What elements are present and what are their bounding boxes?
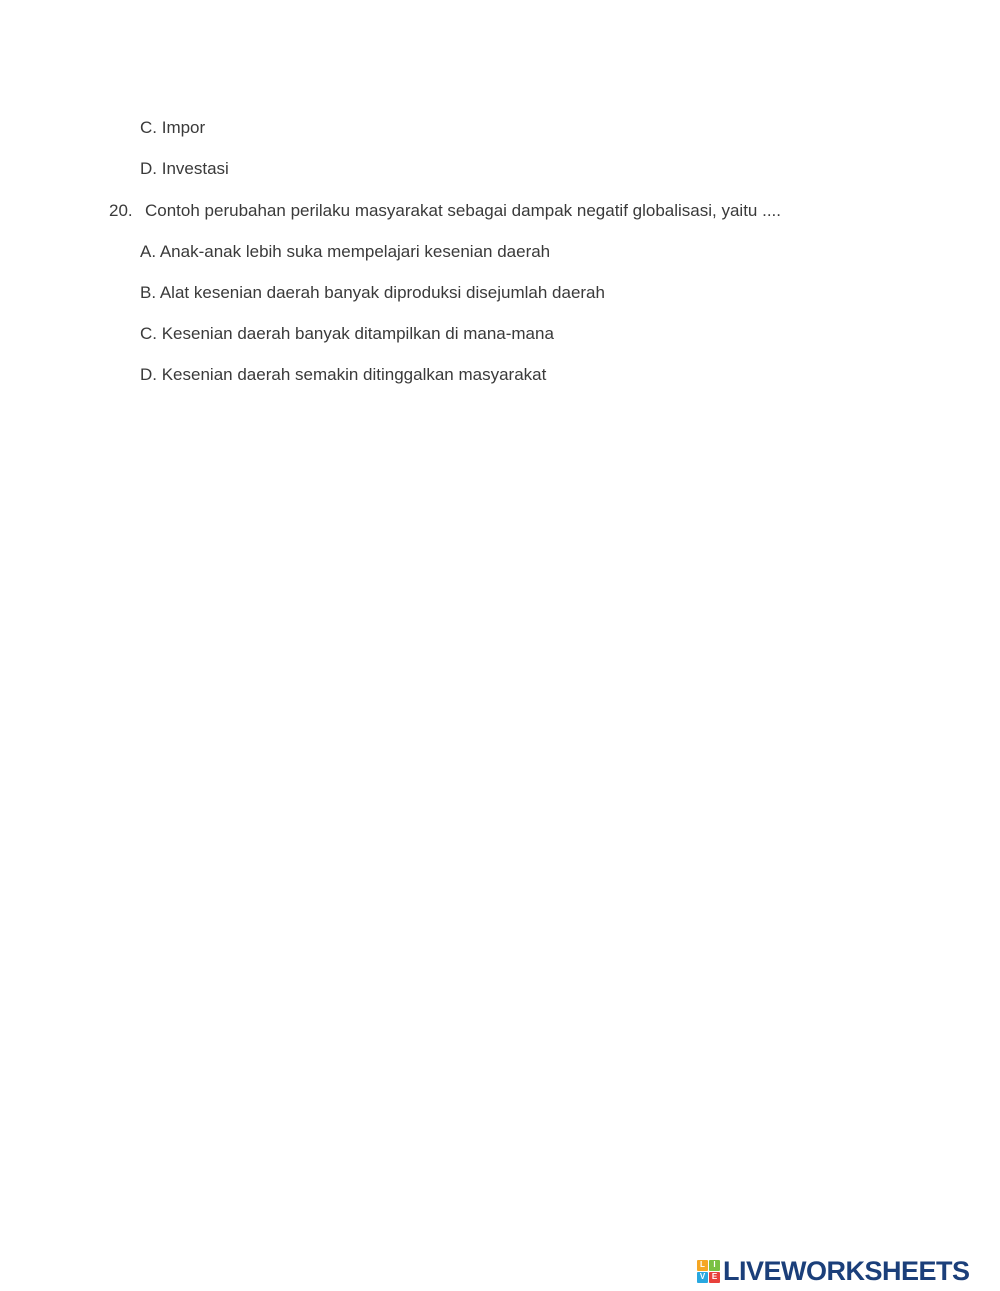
tile-l: L [697,1260,708,1271]
option-20-c: C. Kesenian daerah banyak ditampilkan di mana-mana [140,324,554,343]
question-number: 20. [109,201,133,220]
tile-e: E [709,1272,720,1283]
tile-i: I [709,1260,720,1271]
option-20-a: A. Anak-anak lebih suka mempelajari kesenian daerah [140,242,551,261]
live-tiles-icon [697,1260,720,1283]
logo-wordmark: LIVEWORKSHEETS [723,1255,970,1286]
option-19-d: D. Investasi [140,159,229,178]
question-text: Contoh perubahan perilaku masyarakat sebagai dampak negatif globalisasi, yaitu .... [145,201,781,220]
liveworksheets-logo [697,1256,970,1286]
question-20 [109,201,781,221]
tile-v: V [697,1272,708,1283]
option-20-d: D. Kesenian daerah semakin ditinggalkan masyarakat [140,365,547,384]
option-20-b: B. Alat kesenian daerah banyak diproduksi disejumlah daerah [140,283,605,302]
option-19-c: C. Impor [140,118,206,137]
